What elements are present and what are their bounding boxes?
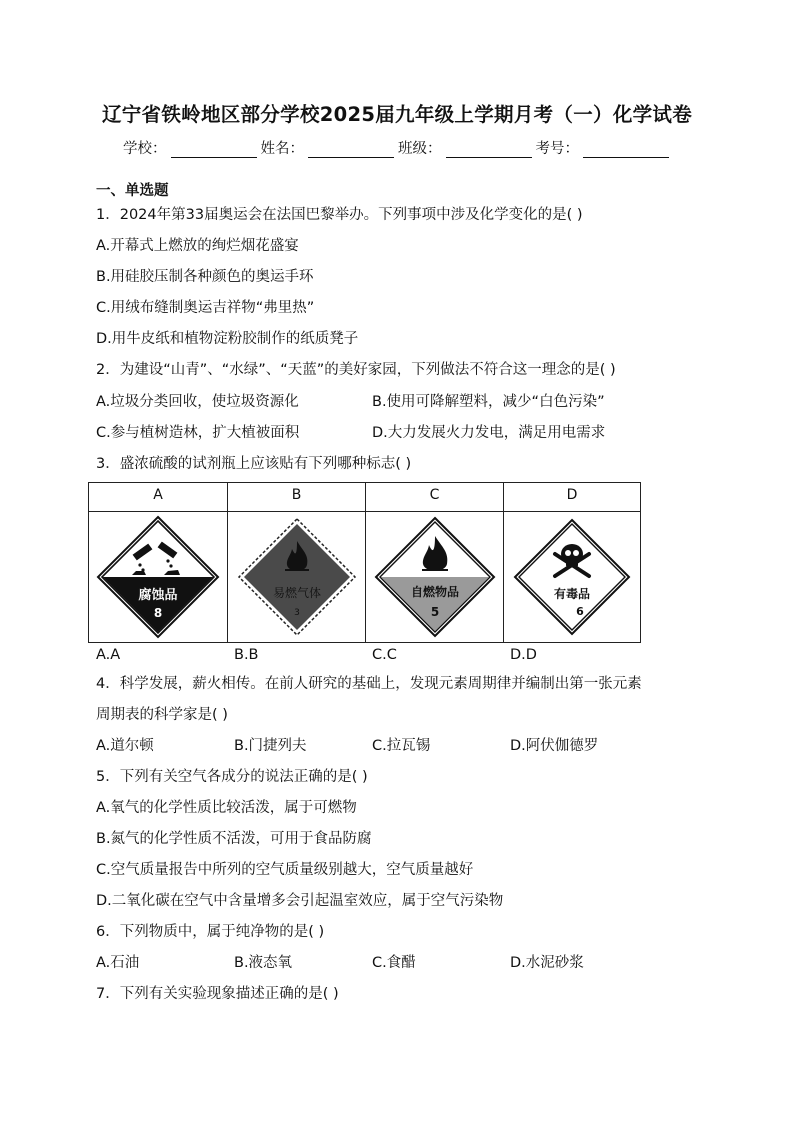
- hazard-column-a-header: A: [153, 487, 163, 503]
- toxic-sign: [504, 511, 640, 642]
- question-4-stem-line-1: 4．科学发展，薪火相传。在前人研究的基础上，发现元素周期律并编制出第一张元素: [96, 676, 642, 692]
- question-2-stem: 2．为建设“山青”、“水绿”、“天蓝”的美好家园，下列做法不符合这一理念的是( ): [96, 362, 616, 378]
- question-2-options-row-2: [96, 423, 716, 443]
- school-label: 学校：: [123, 141, 167, 157]
- question-4-option-c: C.拉瓦锡: [372, 738, 431, 754]
- corrosive-sign: [89, 511, 227, 642]
- question-2-option-c: C.参与植树造林，扩大植被面积: [96, 425, 300, 441]
- hazard-column-c-header: C: [429, 487, 440, 503]
- question-3-option-b: B.B: [234, 647, 259, 663]
- corrosive-sign-text: 腐蚀品: [138, 588, 178, 603]
- question-5-stem: 5．下列有关空气各成分的说法正确的是( ): [96, 769, 368, 785]
- question-5-option-c: C.空气质量报告中所列的空气质量级别越大，空气质量越好: [96, 862, 474, 878]
- question-3-options-row: [96, 645, 716, 665]
- hazard-column-b: [228, 483, 366, 642]
- question-5-option-a: A.氧气的化学性质比较活泼，属于可燃物: [96, 800, 357, 816]
- question-2-option-b: B.使用可降解塑料，减少“白色污染”: [372, 394, 605, 410]
- student-info-line: [123, 134, 673, 158]
- question-6-options-row: [96, 953, 716, 973]
- hazard-column-a: [89, 483, 228, 642]
- hazard-column-d-header: D: [566, 487, 578, 503]
- question-4-option-d: D.阿伏伽德罗: [510, 738, 599, 754]
- question-1-stem: 1．2024年第33届奥运会在法国巴黎举办。下列事项中涉及化学变化的是( ): [96, 207, 583, 223]
- question-3-stem: 3．盛浓硫酸的试剂瓶上应该贴有下列哪种标志( ): [96, 456, 412, 472]
- flammable-gas-sign-number: 3: [293, 608, 300, 618]
- exam-number-blank[interactable]: [583, 141, 669, 158]
- question-2-options-row-1: [96, 392, 716, 412]
- exam-title: 辽宁省铁岭地区部分学校2025届九年级上学期月考（一）化学试卷: [101, 103, 693, 126]
- hazard-column-b-header: B: [291, 487, 302, 503]
- hazard-sign-table: [88, 482, 641, 643]
- question-6-option-c: C.食醋: [372, 955, 416, 971]
- question-6-option-b: B.液态氧: [234, 955, 293, 971]
- question-4-stem-line-2: 周期表的科学家是( ): [96, 707, 228, 723]
- question-1-option-c: C.用绒布缝制奥运吉祥物“弗里热”: [96, 300, 315, 316]
- question-3-option-d: D.D: [510, 647, 537, 663]
- question-3-option-a: A.A: [96, 647, 121, 663]
- question-1-option-d: D.用牛皮纸和植物淀粉胶制作的纸质凳子: [96, 331, 359, 347]
- question-6-stem: 6．下列物质中，属于纯净物的是( ): [96, 924, 325, 940]
- toxic-sign-text: 有毒品: [553, 587, 591, 601]
- name-label: 姓名：: [260, 141, 304, 157]
- flame-icon: [237, 517, 357, 637]
- spontaneous-combustion-sign-number: 5: [430, 605, 439, 619]
- question-7-stem: 7．下列有关实验现象描述正确的是( ): [96, 986, 339, 1002]
- corrosive-sign-number: 8: [153, 606, 163, 620]
- question-6-option-a: A.石油: [96, 955, 140, 971]
- section-heading: 一、单选题: [96, 183, 169, 199]
- flammable-gas-sign-text: 易燃气体: [272, 586, 321, 600]
- question-6-option-d: D.水泥砂浆: [510, 955, 584, 971]
- school-blank[interactable]: [171, 141, 257, 158]
- question-5-option-d: D.二氧化碳在空气中含量增多会引起温室效应，属于空气污染物: [96, 893, 504, 909]
- flammable-gas-sign: [228, 511, 365, 642]
- hazard-column-c: [366, 483, 504, 642]
- spontaneous-combustion-sign: [366, 511, 503, 642]
- question-1-option-a: A.开幕式上燃放的绚烂烟花盛宴: [96, 238, 299, 254]
- question-2-option-d: D.大力发展火力发电，满足用电需求: [372, 425, 606, 441]
- spontaneous-combustion-sign-text: 自燃物品: [410, 585, 459, 599]
- hazard-column-d: [504, 483, 640, 642]
- question-3-option-c: C.C: [372, 647, 397, 663]
- name-blank[interactable]: [308, 141, 394, 158]
- exam-number-label: 考号：: [535, 141, 579, 157]
- toxic-sign-number: 6: [576, 605, 584, 618]
- flame-icon: [374, 516, 496, 638]
- question-1-option-b: B.用硅胶压制各种颜色的奥运手环: [96, 269, 314, 285]
- question-4-option-b: B.门捷列夫: [234, 738, 307, 754]
- class-label: 班级：: [398, 141, 442, 157]
- question-2-option-a: A.垃圾分类回收，使垃圾资源化: [96, 394, 299, 410]
- corrosive-icon: [96, 515, 220, 639]
- class-blank[interactable]: [446, 141, 532, 158]
- question-5-option-b: B.氮气的化学性质不活泼，可用于食品防腐: [96, 831, 372, 847]
- question-4-options-row: [96, 736, 716, 756]
- skull-crossbones-icon: [513, 518, 631, 636]
- question-4-option-a: A.道尔顿: [96, 738, 154, 754]
